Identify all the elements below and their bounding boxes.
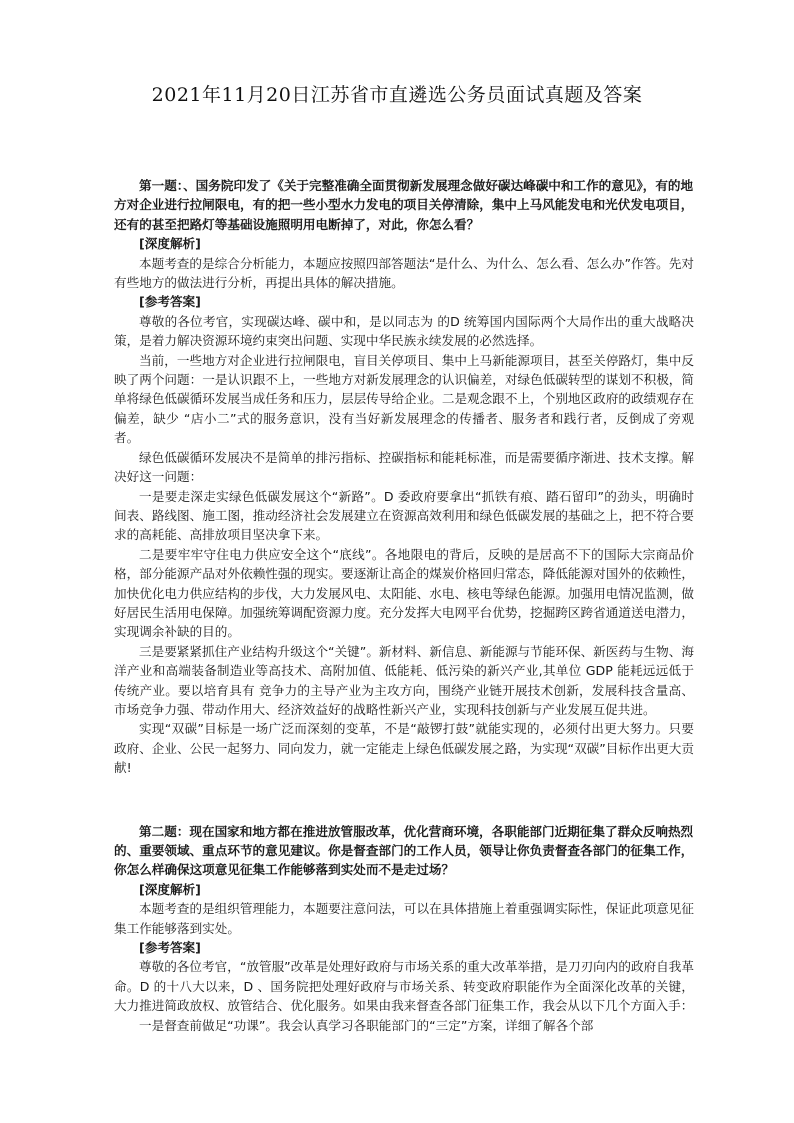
- q2-analysis-label: [深度解析]: [139, 881, 201, 897]
- q1-analysis: 本题考查的是综合分析能力，本题应按照四部答题法“是什么、为什么、怎么看、怎么办”作答。先对有些地方的做法进行分析，再提出具体的解决措施。: [114, 255, 694, 291]
- q1-paragraph: 尊敬的各位考官，实现碳达峰、碳中和，是以同志为 的D 统筹国内国际两个大局作出的重大战略决策，是着力解决资源环境约束突出问题、实现中华民族永续发展的必然选择。: [114, 313, 694, 349]
- q1-paragraph: 实现“双碳”目标是一场广泛而深刻的变革，不是“敲锣打鼓”就能实现的，必须付出更大努力。只要政府、企业、公民一起努力、同向发力，就一定能走上绿色低碳发展之路，为实现“双碳”目标作出更大贡献!: [114, 721, 694, 776]
- q1-paragraph: 当前，一些地方对企业进行拉闸限电，盲目关停项目、集中上马新能源项目，甚至关停路灯，集中反映了两个问题：一是认识跟不上，一些地方对新发展理念的认识偏差，对绿色低碳转型的谋划不积极，简单将绿色低碳循环发展当成任务和压力，层层传导给企业。二是观念跟不上，个别地区政府的政绩观存在偏差，缺少 “店小二”式的服务意识，没有当好新发展理念的传播者、服务者和践行者，反倒成了旁观者。: [114, 352, 694, 446]
- q2-analysis: 本题考查的是组织管理能力，本题要注意问法，可以在具体措施上着重强调实际性，保证此项意见征集工作能够落到实处。: [114, 901, 694, 936]
- question-2: 第二题：现在国家和地方都在推进放管服改革，优化营商环境，各职能部门近期征集了群众反响热烈的、重要领域、重点环节的意见建议。你是督查部门的工作人员，领导让你负责督查各部门的征集工作，你怎么样确保这项意见征集工作能够落到实处而不是走过场？: [114, 823, 694, 878]
- document-title: 2021年11月20日江苏省市直遴选公务员面试真题及答案: [151, 84, 643, 106]
- q1-paragraph: 一是要走深走实绿色低碳发展这个“新路”。D 委政府要拿出“抓铁有痕、踏石留印”的劲头，明确时间表、路线图、施工图，推动经济社会发展建立在资源高效利用和绿色低碳发展的基础之上，把不符合要求的高耗能、高排放项目坚决拿下来。: [114, 488, 694, 543]
- section-spacer: [114, 778, 694, 822]
- q2-paragraph: 尊敬的各位考官，“放管服”改革是处理好政府与市场关系的重大改革举措，是刀刃向内的政府自我革命。D 的十八大以来，D 、国务院把处理好政府与市场关系、转变政府职能作为全面深化改革的关键，大力推进简政放权、放管结合、优化服务。如果由我来督查各部门征集工作，我会从以下几个方面入手：: [114, 959, 694, 1014]
- q2-answer-label: [参考答案]: [139, 940, 201, 956]
- question-1: 第一题：、国务院印发了《关于完整准确全面贯彻新发展理念做好碳达峰碳中和工作的意见》，有的地方对企业进行拉闸限电，有的把一些小型水力发电的项目关停清除，集中上马风能发电和光伏发电项目，还有的甚至把路灯等基础设施照明用电断掉了，对此，你怎么看？: [114, 178, 694, 232]
- q1-paragraph: 绿色低碳循环发展决不是简单的排污指标、控碳指标和能耗标准，而是需要循序渐进、技术支撑。解决好这一问题：: [114, 449, 694, 485]
- q2-paragraph: 一是督查前做足“功课”。我会认真学习各职能部门的“三定”方案，详细了解各个部: [139, 1017, 594, 1033]
- q1-paragraph: 三是要紧紧抓住产业结构升级这个“关键”。新材料、新信息、新能源与节能环保、新医药与生物、海洋产业和高端装备制造业等高技术、高附加值、低能耗、低污染的新兴产业,其单位 GDP 能耗远远低于传统产业。要以培育具有 竞争力的主导产业为主攻方向，围绕产业链开展技术创新，发展科技含量高、市场竞争力强、带动作用大、经济效益好的战略性新兴产业，实现科技创新与产业发展互促共进。: [114, 643, 694, 717]
- document-body: [114, 176, 694, 1035]
- q1-analysis-label: [深度解析]: [139, 236, 201, 252]
- q1-paragraph: 二是要牢牢守住电力供应安全这个“底线”。各地限电的背后，反映的是居高不下的国际大宗商品价格，部分能源产品对外依赖性强的现实。要逐渐让高企的煤炭价格回归常态，降低能源对国外的依赖性，加快优化电力供应结构的步伐，大力发展风电、太阳能、水电、核电等绿色能源。加强用电情况监测，做好居民生活用电保障。加强统筹调配资源力度。充分发挥大电网平台优势，挖掘跨区跨省通道送电潜力，实现调余补缺的目的。: [114, 546, 694, 640]
- q1-answer-label: [参考答案]: [139, 294, 201, 310]
